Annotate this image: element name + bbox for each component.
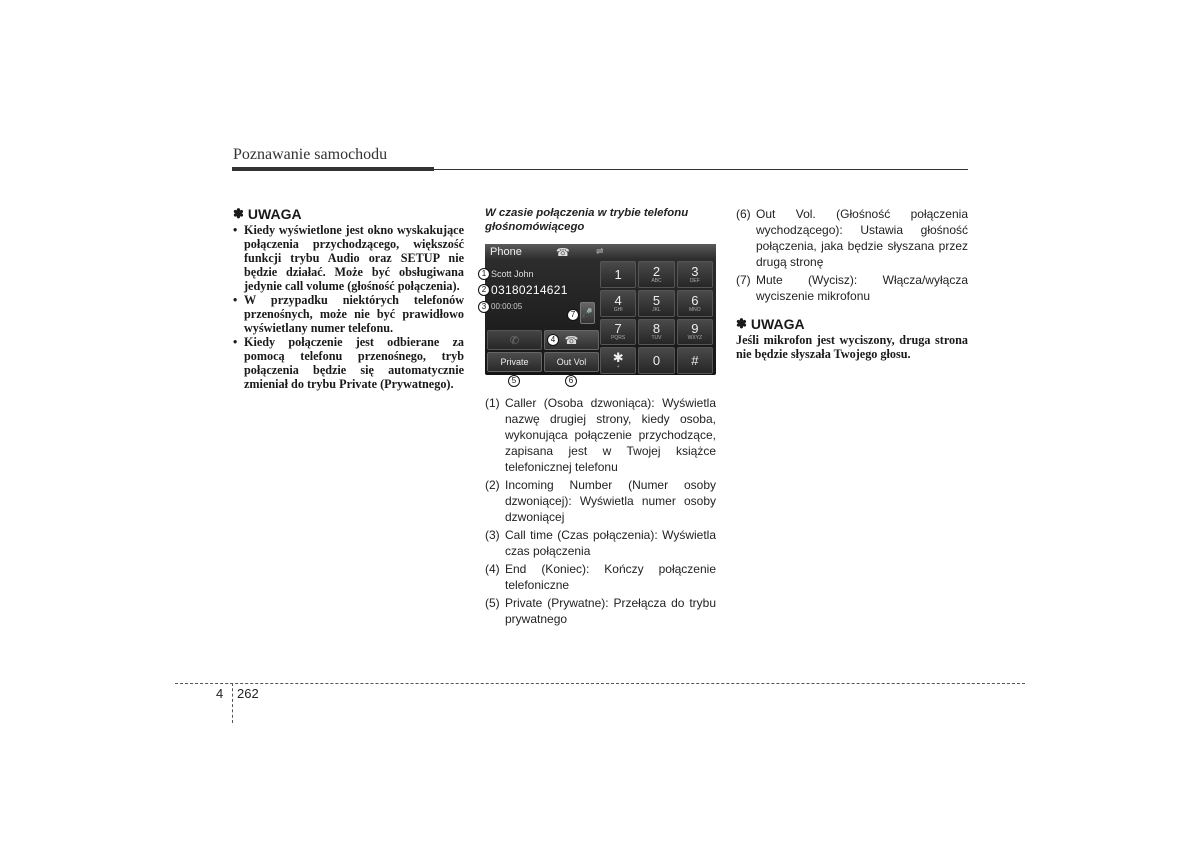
key-letters: GHI (613, 306, 623, 313)
description-item (485, 477, 716, 525)
description-item (485, 595, 716, 627)
end-handset-icon: ☎ (564, 334, 579, 347)
key-digit: 4 (614, 292, 622, 308)
description-text: Out Vol. (Głośność połączenia wychodzącego): Ustawia głośność połączenia, jaka będzie słyszana przez drugą stronę (756, 207, 968, 269)
key-digit: # (691, 353, 699, 369)
description-number: (6) (736, 207, 751, 221)
star-icon: ✽ (736, 316, 747, 331)
caller-name: Scott John (491, 269, 534, 279)
answer-button[interactable] (487, 330, 542, 350)
description-text: Private (Prywatne): Przełącza do trybu prywatnego (505, 596, 716, 626)
keypad-key-7[interactable] (600, 319, 636, 346)
key-digit: 6 (691, 292, 699, 308)
page-number: 262 (237, 686, 259, 701)
usb-icon: ⇌ (596, 246, 604, 256)
keypad-key-star[interactable] (600, 347, 636, 374)
keypad-key-2[interactable] (638, 261, 674, 288)
key-digit: 1 (614, 266, 622, 282)
key-letters: MNO (688, 306, 701, 313)
keypad-key-5[interactable] (638, 290, 674, 317)
call-time: 00:00:05 (491, 302, 523, 311)
keypad-key-8[interactable] (638, 319, 674, 346)
header-rule-thick (232, 167, 434, 171)
uwaga-bullet: • Kiedy wyświetlone jest okno wyskakujące połączenia przychodzącego, większość funkcji trybu Audio oraz SETUP nie będzie działać. Może być obsługiwana jedynie call volume (głośność połączenia). (233, 223, 464, 293)
callout-row (485, 375, 716, 387)
left-column (233, 206, 464, 391)
callout-7: 7 (567, 309, 579, 321)
description-item (485, 561, 716, 593)
description-item (736, 272, 968, 304)
description-number: (3) (485, 528, 500, 542)
callout-2: 2 (478, 284, 490, 296)
key-digit: 7 (614, 321, 622, 337)
private-button[interactable]: Private (487, 352, 542, 372)
key-digit: 9 (691, 321, 699, 337)
description-text: Call time (Czas połączenia): Wyświetla czas połączenia (505, 528, 716, 558)
key-letters: JKL (652, 306, 661, 313)
caller-number: 03180214621 (491, 283, 568, 297)
handset-icon: ☎ (556, 247, 570, 259)
key-letters: PQRS (611, 335, 626, 342)
key-digit: 2 (652, 263, 661, 279)
uwaga-note-text: Jeśli mikrofon jest wyciszony, druga strona nie będzie słyszała Twojego głosu. (736, 333, 968, 361)
middle-column (481, 206, 716, 629)
key-letters: + (616, 364, 620, 371)
phone-screen-illustration (481, 244, 716, 375)
uwaga-heading-text: UWAGA (247, 206, 302, 222)
description-text: End (Koniec): Kończy połączenie telefoniczne (505, 562, 716, 592)
uwaga-heading (233, 206, 464, 222)
description-list-continued (736, 206, 968, 304)
key-digit: 5 (652, 292, 661, 308)
microphone-icon: 🎤 (581, 307, 594, 318)
uwaga-bullet-list (233, 223, 464, 391)
footer-dashed-rule (175, 683, 1025, 684)
uwaga-heading-right (736, 316, 968, 332)
key-digit: 8 (652, 321, 661, 337)
callout-6: 6 (565, 375, 577, 387)
keypad-key-6[interactable] (677, 290, 713, 317)
key-digit: 0 (652, 353, 661, 369)
uwaga-heading-text: UWAGA (750, 316, 805, 332)
description-item (485, 527, 716, 559)
keypad-key-4[interactable] (600, 290, 636, 317)
keypad-key-1[interactable] (600, 261, 636, 288)
description-number: (2) (485, 478, 500, 492)
chapter-number: 4 (216, 686, 224, 701)
callout-4: 4 (547, 334, 559, 346)
out-vol-button[interactable]: Out Vol (544, 352, 599, 372)
description-text: Mute (Wycisz): Włącza/wyłącza wyciszenie mikrofonu (756, 273, 968, 303)
callout-3: 3 (478, 301, 490, 313)
key-digit: ✱ (612, 350, 624, 366)
description-number: (4) (485, 562, 500, 576)
key-letters: TUV (651, 335, 662, 342)
dial-keypad (600, 261, 713, 374)
key-letters: DEF (689, 277, 700, 284)
description-item (736, 206, 968, 270)
description-list (485, 395, 716, 627)
keypad-key-hash[interactable] (677, 347, 713, 374)
right-column (736, 206, 968, 361)
description-text: Caller (Osoba dzwoniąca): Wyświetla nazwę drugiej strony, kiedy osoba, wykonująca połączenie przychodzące, zapisana jest w Twojej książce telefonicznej telefonu (505, 396, 716, 474)
callout-1: 1 (478, 268, 490, 280)
answer-handset-icon: ✆ (509, 334, 520, 347)
uwaga-bullet: • W przypadku niektórych telefonów przenośnych, może nie być prawidłowo wyświetlany numer telefonu. (233, 293, 464, 335)
star-icon: ✽ (233, 206, 244, 221)
description-number: (1) (485, 396, 500, 410)
section-title: Poznawanie samochodu (233, 146, 388, 163)
callout-5: 5 (508, 375, 520, 387)
key-digit: 3 (691, 263, 699, 279)
description-text: Incoming Number (Numer osoby dzwoniącej): Wyświetla numer osoby dzwoniącej (505, 478, 716, 524)
screen-title: Phone (490, 246, 522, 258)
header-rule-thin (434, 169, 968, 170)
mute-button[interactable] (580, 302, 595, 324)
key-letters: WXYZ (687, 335, 703, 342)
description-number: (7) (736, 273, 751, 287)
footer-vertical-dash (232, 683, 233, 723)
keypad-key-0[interactable] (638, 347, 674, 374)
keypad-key-3[interactable] (677, 261, 713, 288)
key-letters: ABC (651, 277, 662, 284)
keypad-key-9[interactable] (677, 319, 713, 346)
description-item (485, 395, 716, 475)
figure-caption: W czasie połączenia w trybie telefonu głośnomówiącego (485, 207, 689, 233)
uwaga-bullet: • Kiedy połączenie jest odbierane za pomocą telefonu przenośnego, tryb połączenia będzie się automatycznie zmieniał do trybu Private (Prywatnego). (233, 335, 464, 391)
description-number: (5) (485, 596, 500, 610)
